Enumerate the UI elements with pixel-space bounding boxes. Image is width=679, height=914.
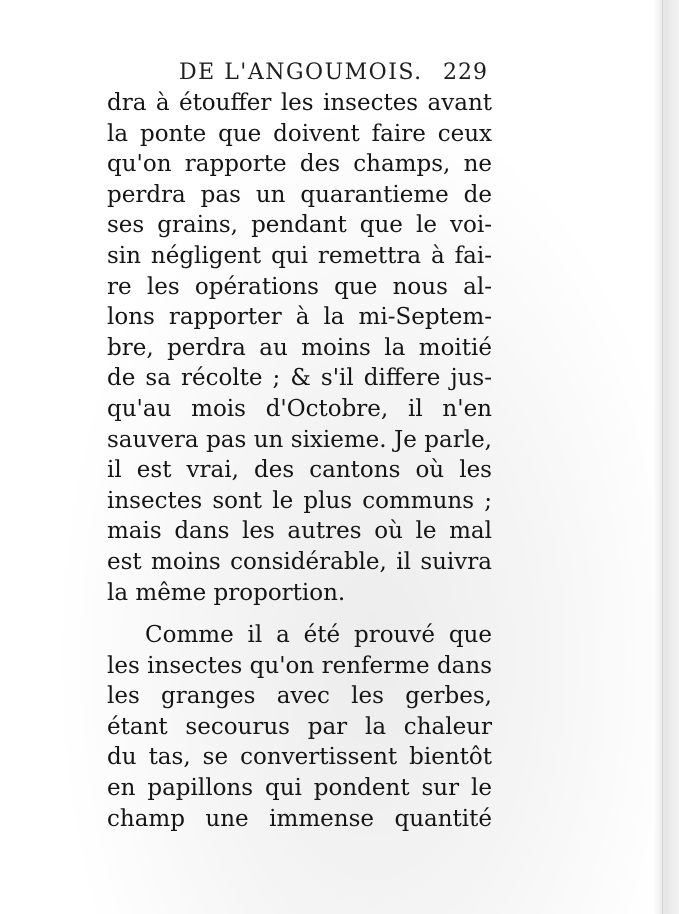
text-line: est moins considérable, il suivra xyxy=(107,548,492,575)
text-line: sauvera pas un sixieme. Je parle, xyxy=(107,426,492,453)
text-line: mais dans les autres où le mal xyxy=(107,518,492,545)
text-line: qu'au mois d'Octobre, il n'en xyxy=(107,395,492,422)
text-line: qu'on rapporte des champs, ne xyxy=(107,151,492,178)
text-line: sin négligent qui remettra à fai- xyxy=(107,242,492,269)
paragraph-2 xyxy=(107,620,492,834)
text-line: les granges avec les gerbes, xyxy=(107,683,492,710)
paragraph-1 xyxy=(107,88,492,608)
text-line: la ponte que doivent faire ceux xyxy=(107,120,492,147)
text-line: ses grains, pendant que le voi- xyxy=(107,212,492,239)
text-line: insectes sont le plus communs ; xyxy=(107,487,492,514)
text-line: la même proportion. xyxy=(107,579,346,606)
body-text xyxy=(107,88,492,834)
page-header xyxy=(107,58,492,90)
page-edge-line xyxy=(662,0,663,914)
running-title: DE L'ANGOUMOIS. xyxy=(179,60,423,85)
text-line: étant secourus par la chaleur xyxy=(107,713,492,740)
page-number: 229 xyxy=(443,60,488,85)
text-line: lons rapporter à la mi-Septem- xyxy=(107,304,492,331)
text-line: de sa récolte ; & s'il differe jus- xyxy=(107,365,492,392)
text-line: bre, perdra au moins la moitié xyxy=(107,334,492,361)
paragraph-gap xyxy=(107,608,492,620)
text-line: en papillons qui pondent sur le xyxy=(107,775,492,802)
text-line: du tas, se convertissent bientôt xyxy=(107,744,492,771)
text-line: champ une immense quantité xyxy=(107,805,492,832)
text-line: Comme il a été prouvé que xyxy=(145,622,492,649)
text-line: perdra pas un quarantieme de xyxy=(107,181,492,208)
text-line: les insectes qu'on renferme dans xyxy=(107,652,492,679)
text-line: dra à étouffer les insectes avant xyxy=(107,90,492,116)
text-line: re les opérations que nous al- xyxy=(107,273,492,300)
page-edge-shadow xyxy=(653,0,679,914)
text-line: il est vrai, des cantons où les xyxy=(107,457,492,484)
